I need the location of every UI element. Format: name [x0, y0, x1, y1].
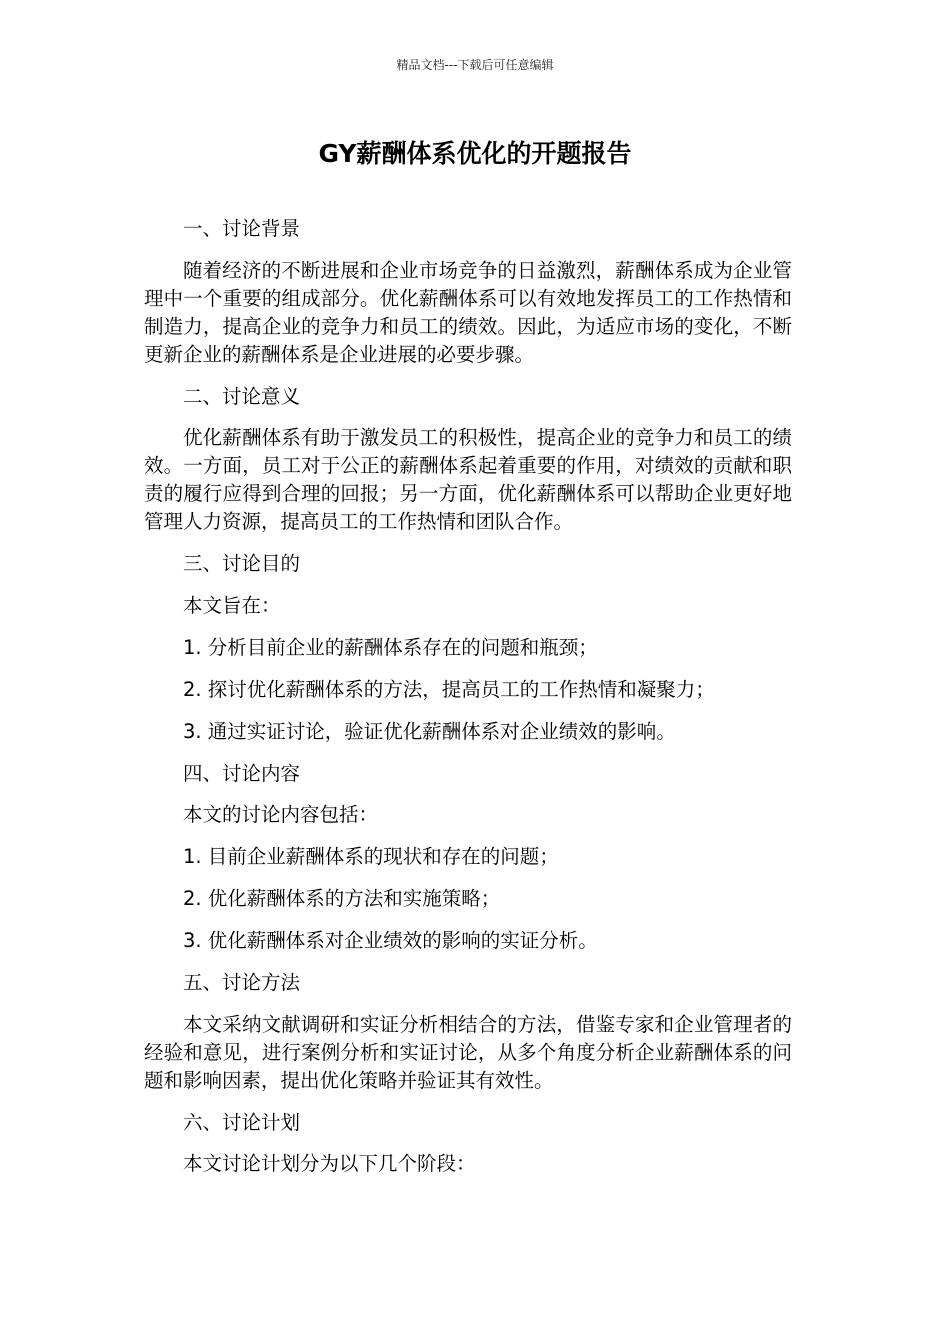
document-title: GY薪酬体系优化的开题报告 [318, 139, 632, 168]
list-item: 1. 分析目前企业的薪酬体系存在的问题和瓶颈； [183, 635, 598, 659]
document-body [144, 215, 792, 1192]
section-heading-plan: 六、讨论计划 [183, 1110, 301, 1134]
objectives-intro: 本文旨在： [183, 593, 281, 617]
section-heading-objectives: 三、讨论目的 [183, 552, 301, 575]
section-heading-method: 五、讨论方法 [183, 971, 301, 994]
list-item: 2. 探讨优化薪酬体系的方法，提高员工的工作热情和凝聚力； [183, 677, 715, 701]
list-item: 3. 通过实证讨论，验证优化薪酬体系对企业绩效的影响。 [183, 719, 676, 743]
section-heading-content: 四、讨论内容 [183, 761, 301, 785]
list-item: 1. 目前企业薪酬体系的现状和存在的问题； [183, 845, 559, 868]
page-header: 精品文档---下载后可任意编辑 [396, 58, 554, 72]
content-intro: 本文的讨论内容包括： [183, 803, 379, 826]
paragraph-background: 随着经济的不断进展和企业市场竞争的日益激烈，薪酬体系成为企业管理中一个重要的组成部分。优化薪酬体系可以有效地发挥员工的工作热情和制造力，提高企业的竞争力和员工的绩效。因此，为适应市场的变化，不断更新企业的薪酬体系是企业进展的必要步骤。 [144, 258, 792, 366]
list-item: 3. 优化薪酬体系对企业绩效的影响的实证分析。 [183, 929, 598, 952]
section-heading-background: 一、讨论背景 [183, 217, 301, 240]
paragraph-significance: 优化薪酬体系有助于激发员工的积极性，提高企业的竞争力和员工的绩效。一方面，员工对于公正的薪酬体系起着重要的作用，对绩效的贡献和职责的履行应得到合理的回报；另一方面，优化薪酬体系可以帮助企业更好地管理人力资源，提高员工的工作热情和团队合作。 [144, 426, 792, 533]
list-item: 2. 优化薪酬体系的方法和实施策略； [183, 887, 501, 910]
plan-intro: 本文讨论计划分为以下几个阶段： [183, 1152, 476, 1175]
paragraph-method: 本文采纳文献调研和实证分析相结合的方法，借鉴专家和企业管理者的经验和意见，进行案例分析和实证讨论，从多个角度分析企业薪酬体系的问题和影响因素，提出优化策略并验证其有效性。 [144, 1012, 792, 1092]
section-heading-significance: 二、讨论意义 [183, 384, 301, 408]
